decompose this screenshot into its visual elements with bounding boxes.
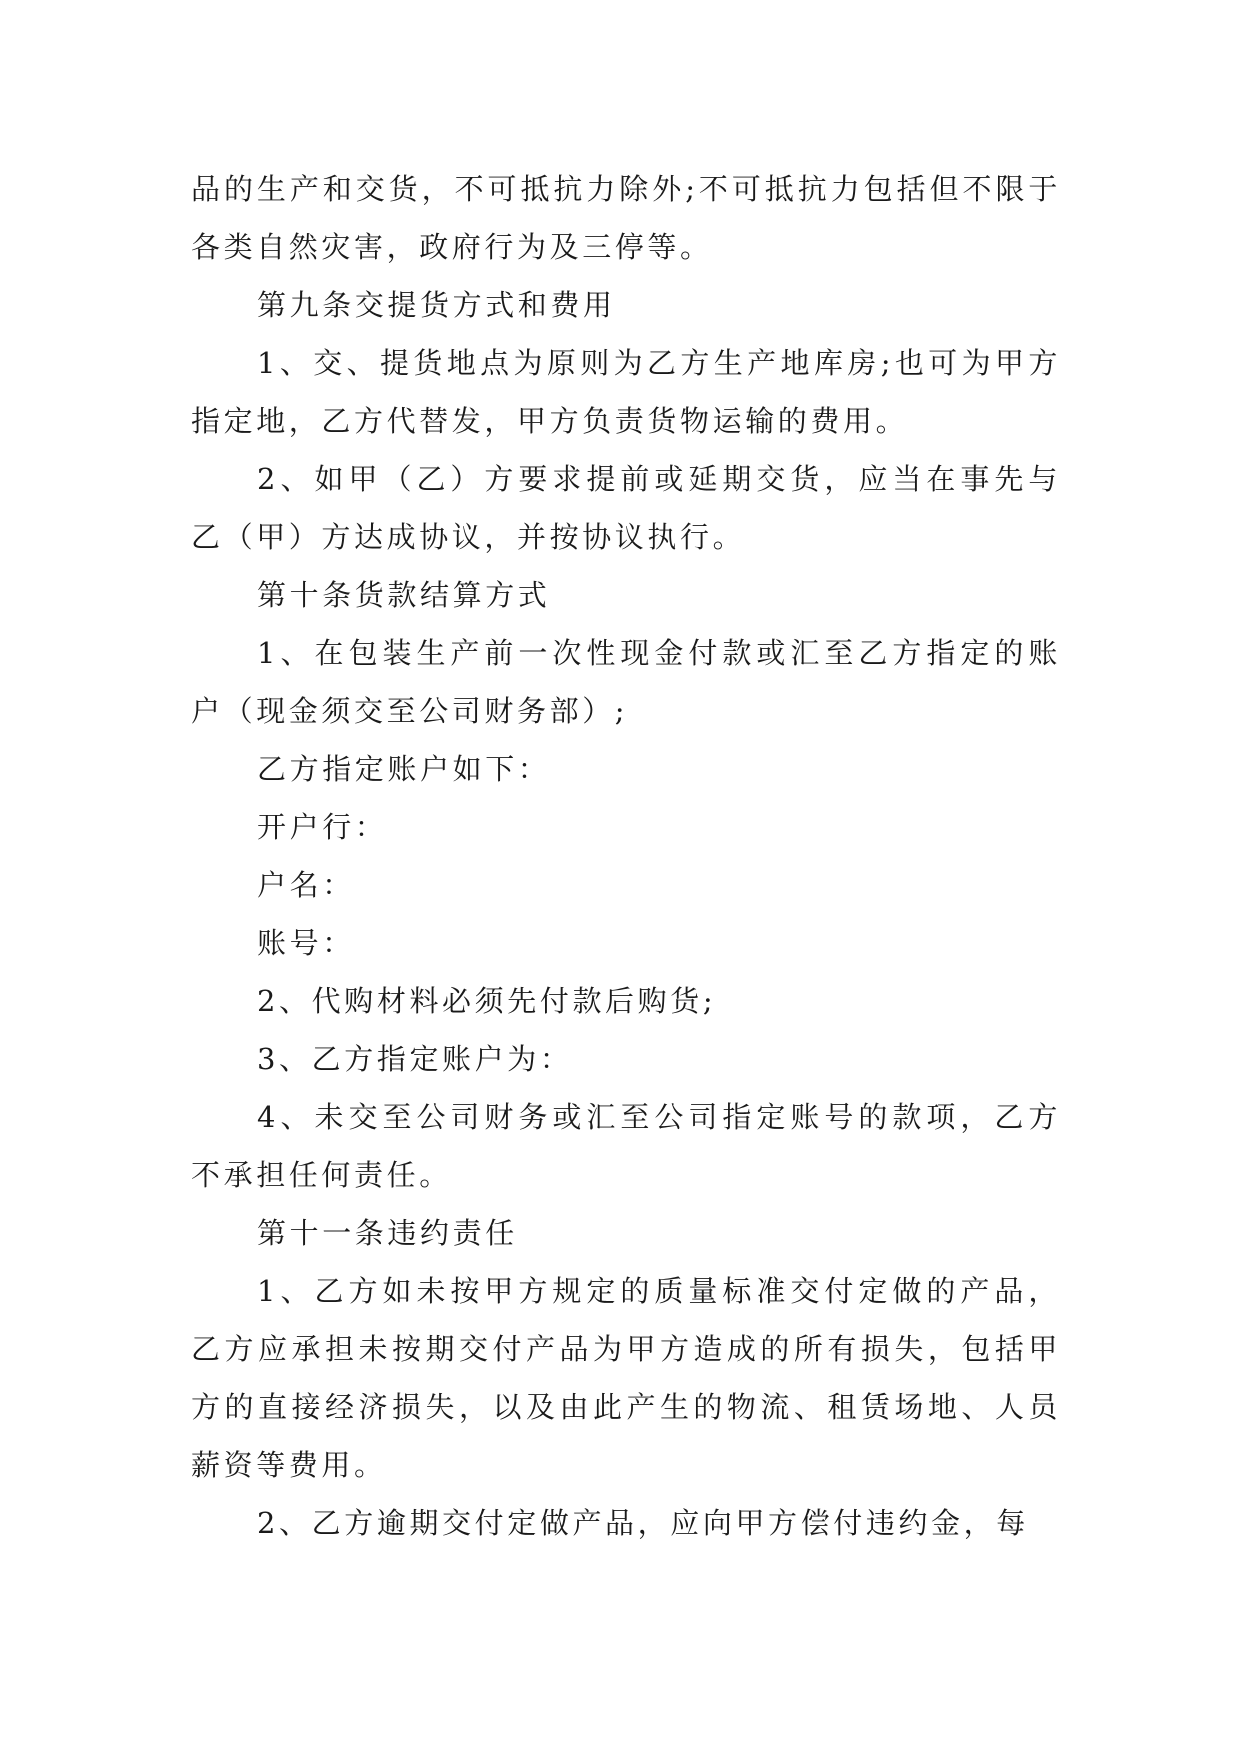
paragraph-late-delivery: 2、乙方逾期交付定做产品，应向甲方偿付违约金，每 <box>257 1506 1029 1540</box>
section-heading-article-9: 第九条交提货方式和费用 <box>257 288 616 322</box>
paragraph-prepayment: 2、代购材料必须先付款后购货; <box>257 984 717 1018</box>
paragraph-quality-breach: 1、乙方如未按甲方规定的质量标准交付定做的产品，乙方应承担未按期交付产品为甲方造成的所有损失，包括甲方的直接经济损失，以及由此产生的物流、租赁场地、人员薪资等费用。 <box>191 1274 1061 1482</box>
field-account-number-label: 账号： <box>257 926 355 960</box>
paragraph-delivery-change: 2、如甲（乙）方要求提前或延期交货，应当在事先与乙（甲）方达成协议，并按协议执行。 <box>191 462 1061 554</box>
paragraph-payment-method: 1、在包装生产前一次性现金付款或汇至乙方指定的账户（现金须交至公司财务部）; <box>191 636 1061 728</box>
paragraph-delivery-location: 1、交、提货地点为原则为乙方生产地库房;也可为甲方指定地，乙方代替发，甲方负责货物运输的费用。 <box>191 346 1061 438</box>
paragraph-continuation: 品的生产和交货，不可抵抗力除外;不可抵抗力包括但不限于各类自然灾害，政府行为及三停等。 <box>191 172 1061 264</box>
section-heading-article-11: 第十一条违约责任 <box>257 1216 518 1250</box>
paragraph-account-intro: 乙方指定账户如下： <box>257 752 551 786</box>
section-heading-article-10: 第十条货款结算方式 <box>257 578 551 612</box>
field-account-name-label: 户名： <box>257 868 355 902</box>
paragraph-designated-account: 3、乙方指定账户为： <box>257 1042 573 1076</box>
paragraph-liability-disclaimer: 4、未交至公司财务或汇至公司指定账号的款项，乙方不承担任何责任。 <box>191 1100 1061 1192</box>
document-body <box>191 160 1061 1552</box>
field-bank-label: 开户行： <box>257 810 388 844</box>
